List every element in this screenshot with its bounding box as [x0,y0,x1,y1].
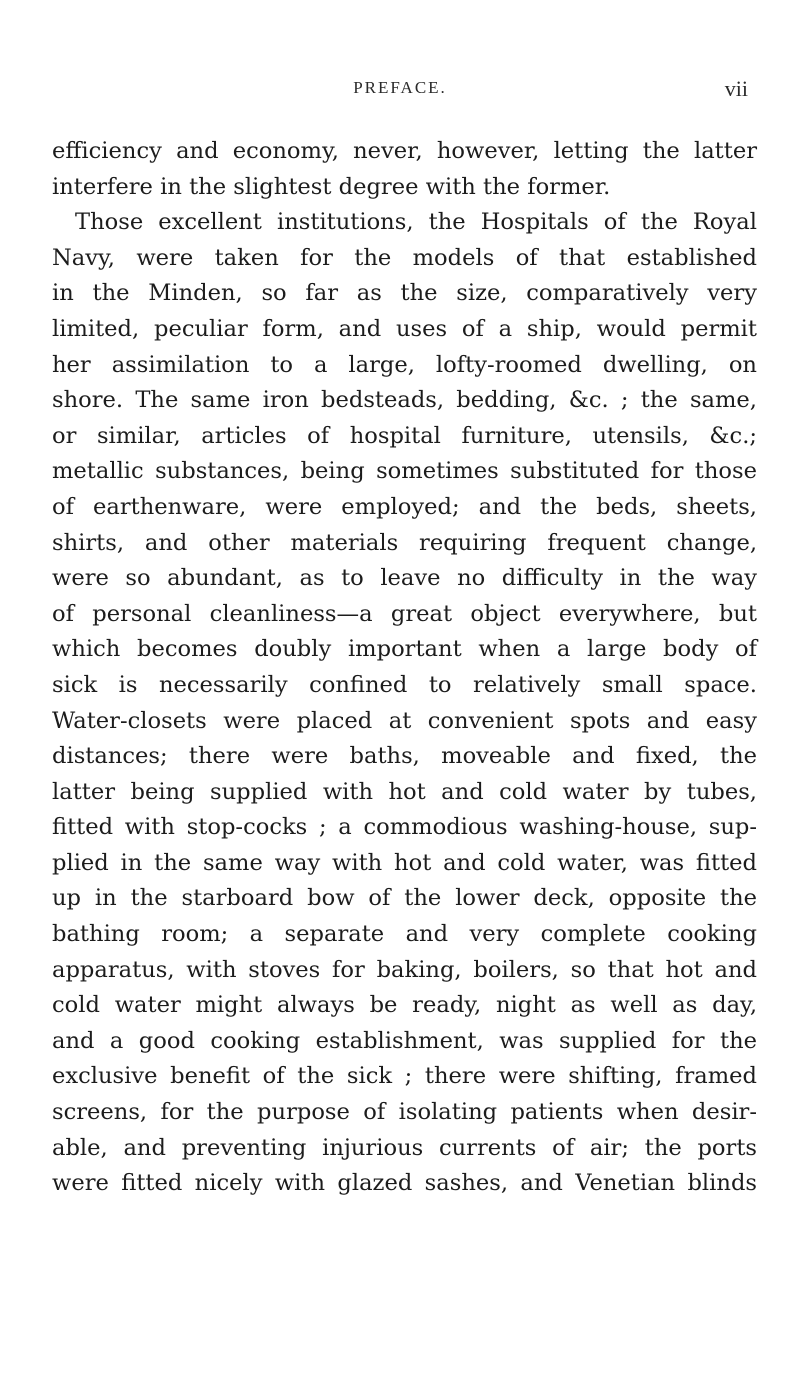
text-line: apparatus, with stoves for baking, boilers, so that hot and [52,956,757,983]
text-line: able, and preventing injurious currents of air; the ports [52,1134,757,1161]
text-line: distances; there were baths, moveable and fixed, the [52,743,757,770]
text-line: shore. The same iron bedsteads, bedding, &c. ; the same, [52,387,757,414]
text-line: latter being supplied with hot and cold water by tubes, [52,778,757,805]
text-line: or similar, articles of hospital furniture, utensils, &c.; [52,422,757,449]
text-line: screens, for the purpose of isolating patients when desir- [52,1099,757,1126]
text-line: shirts, and other materials requiring frequent change, [52,529,757,556]
text-line: interfere in the slightest degree with the former. [52,173,611,200]
text-line: exclusive benefit of the sick ; there were shifting, framed [52,1063,757,1090]
running-title: PREFACE. [353,78,447,97]
text-line: Navy, were taken for the models of that established [52,244,757,271]
text-line: bathing room; a separate and very complete cooking [52,921,757,948]
body-text [52,134,757,1202]
text-line: metallic substances, being sometimes substituted for those [52,458,757,485]
text-line: plied in the same way with hot and cold water, was fitted [52,849,757,876]
text-line: up in the starboard bow of the lower deck, opposite the [52,885,757,912]
page-number: vii [724,76,748,101]
text-line: which becomes doubly important when a large body of [52,636,757,663]
text-line: of earthenware, were employed; and the beds, sheets, [52,493,757,520]
text-line: of personal cleanliness—a great object everywhere, but [52,600,757,627]
text-line: fitted with stop-cocks ; a commodious washing-house, sup- [52,814,757,841]
text-line: Water-closets were placed at convenient spots and easy [52,707,757,734]
text-line: sick is necessarily confined to relatively small space. [52,671,757,698]
text-line: efficiency and economy, never, however, letting the latter [52,138,757,164]
text-line: were so abundant, as to leave no difficulty in the way [52,565,757,592]
running-head [0,74,800,104]
text-line: Those excellent institutions, the Hospitals of the Royal [75,209,757,236]
text-line: limited, peculiar form, and uses of a ship, would permit [52,315,757,342]
text-line: and a good cooking establishment, was supplied for the [52,1027,757,1054]
text-line: in the Minden, so far as the size, comparatively very [52,280,757,307]
text-line: her assimilation to a large, lofty-roomed dwelling, on [52,351,757,378]
text-line: were fitted nicely with glazed sashes, and Venetian blinds [52,1170,757,1197]
text-line: cold water might always be ready, night as well as day, [52,992,757,1019]
